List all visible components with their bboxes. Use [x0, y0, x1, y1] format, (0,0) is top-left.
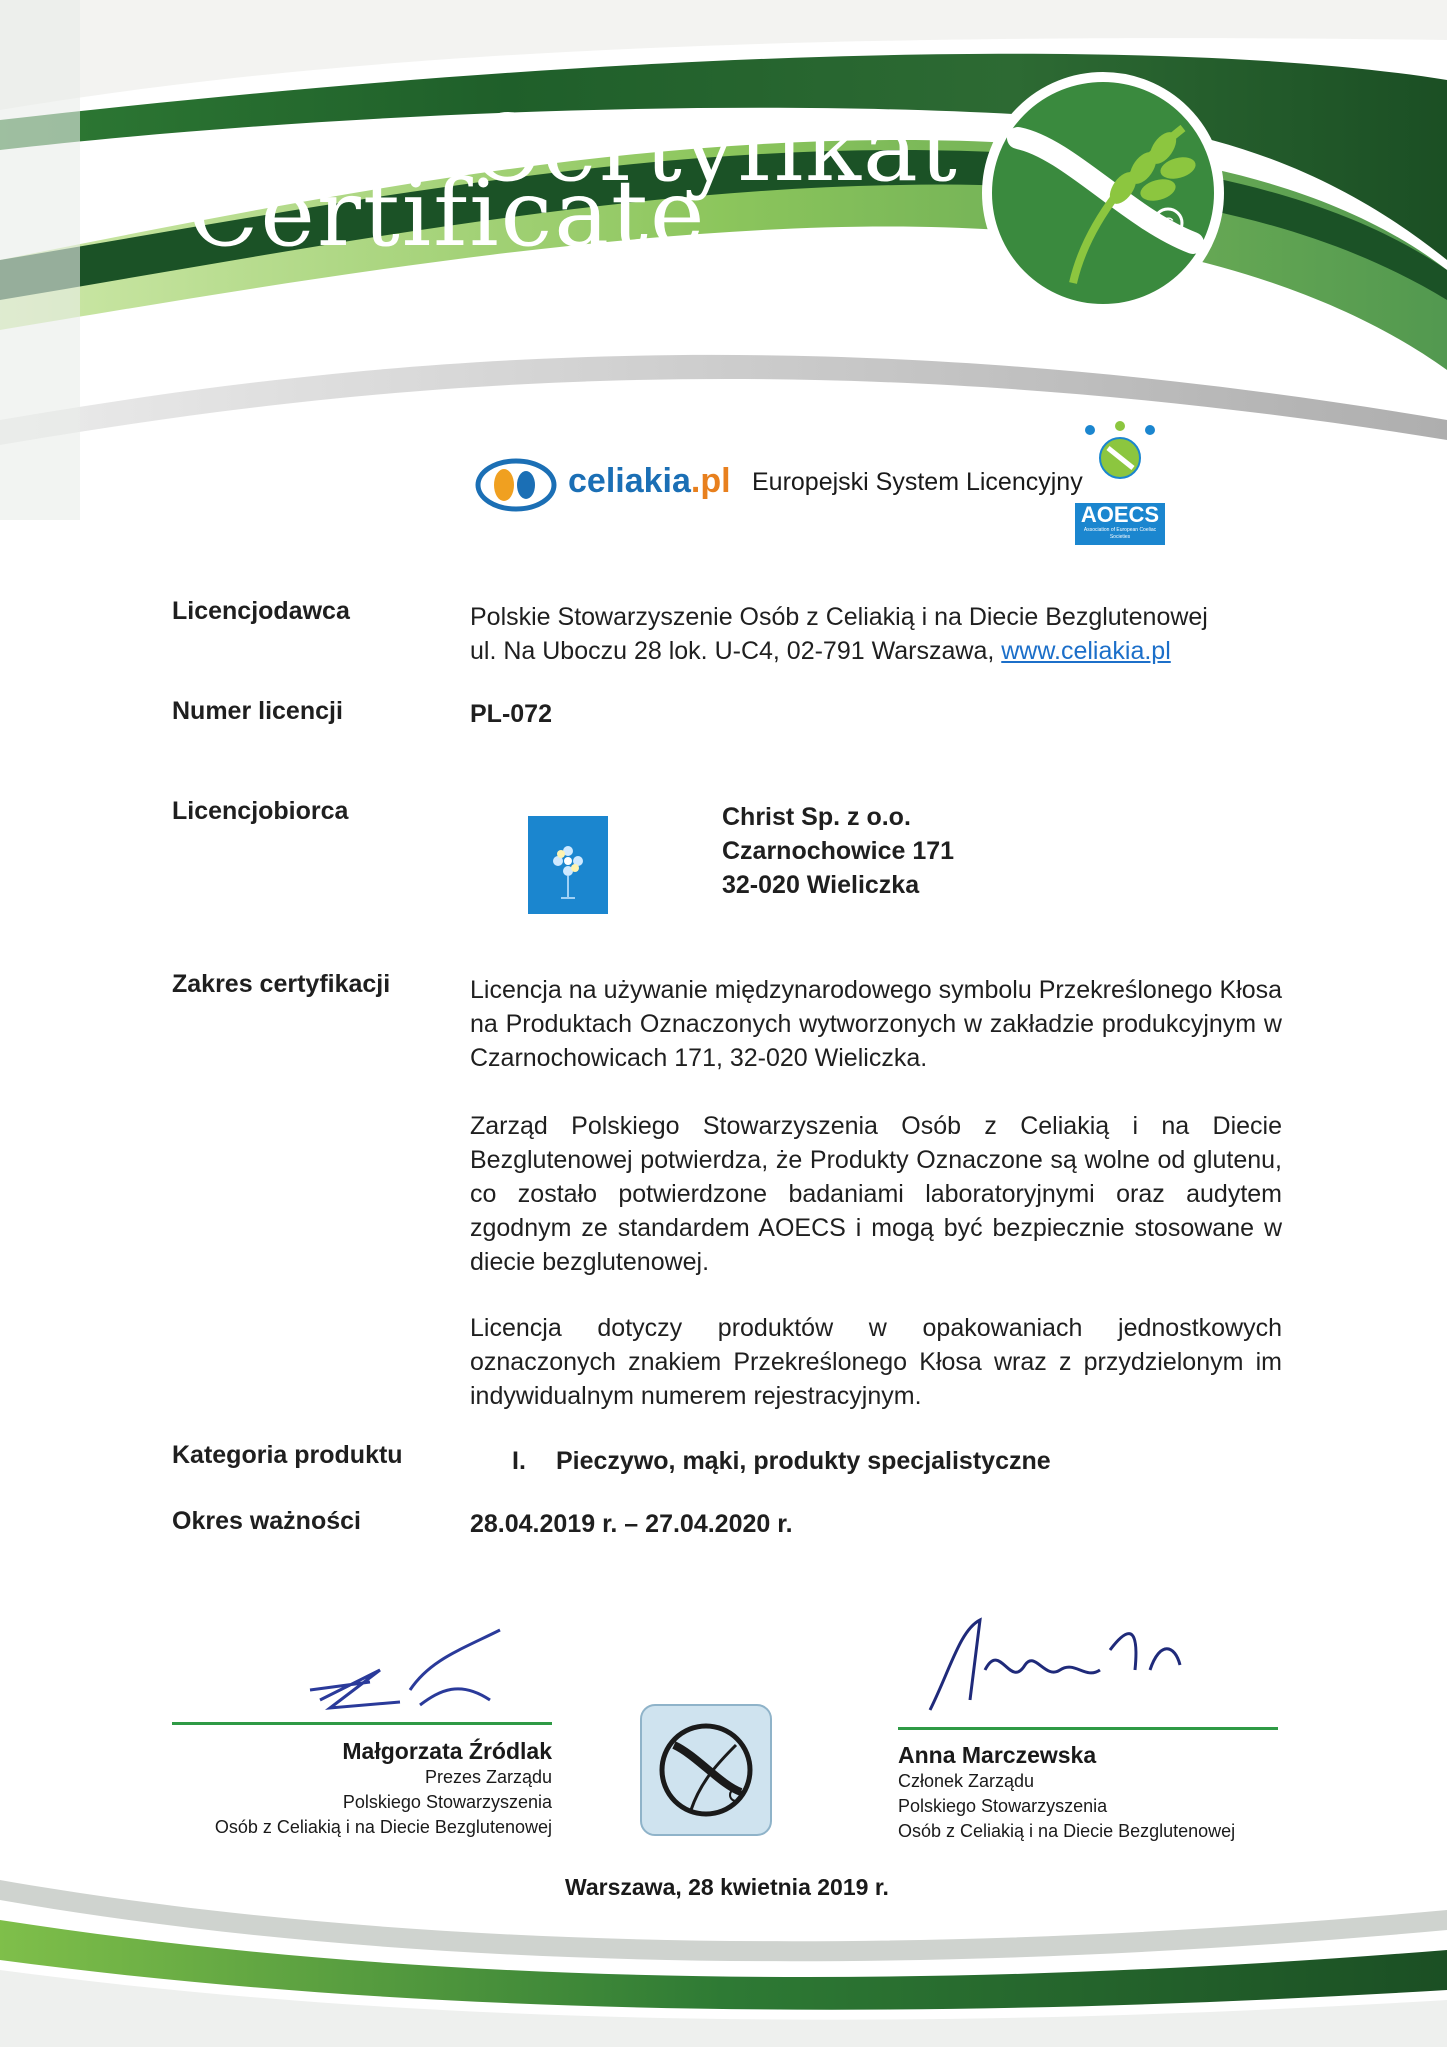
title-polish: Certyfikat: [470, 95, 959, 202]
license-number-label: Numer licencji: [172, 697, 343, 725]
right-signatory-org-2: Osób z Celiakią i na Diecie Bezglutenowej: [898, 1821, 1236, 1841]
right-signature-line: [898, 1727, 1278, 1730]
svg-text:C: C: [1161, 214, 1175, 233]
licensor-website-link[interactable]: www.celiakia.pl: [1001, 637, 1171, 665]
licensee-block: [722, 800, 954, 902]
celiakia-brand-text: celiakia: [568, 462, 691, 500]
scope-label: Zakres certyfikacji: [172, 970, 391, 998]
left-signature: [260, 1620, 540, 1720]
celiakia-brand: [568, 462, 731, 501]
licensee-label: Licencjobiorca: [172, 797, 349, 825]
right-signatory: [898, 1742, 1318, 1844]
licensee-address-1: Czarnochowice 171: [722, 837, 955, 865]
left-signatory-org-2: Osób z Celiakią i na Diecie Bezglutenowej: [214, 1817, 552, 1837]
aoecs-figures-icon: [1075, 420, 1165, 480]
licensee-address-2: 32-020 Wieliczka: [722, 871, 920, 899]
licensee-logo-icon: [528, 816, 608, 914]
licensee-name: Christ Sp. z o.o.: [722, 803, 911, 831]
validity-label: Okres ważności: [172, 1507, 361, 1535]
right-signatory-name: Anna Marczewska: [898, 1742, 1097, 1768]
right-signatory-org-1: Polskiego Stowarzyszenia: [898, 1796, 1108, 1816]
left-signatory: [172, 1738, 552, 1840]
title-english: Certificate: [188, 160, 707, 267]
licensor-address: ul. Na Uboczu 28 lok. U-C4, 02-791 Warszawa,: [470, 637, 1002, 665]
celiakia-logo-icon: [474, 455, 559, 515]
hologram-seal-icon: [636, 1700, 776, 1840]
validity-value: 28.04.2019 r. – 27.04.2020 r.: [470, 1510, 793, 1538]
licensor-line-1: Polskie Stowarzyszenie Osób z Celiakią i na Diecie Bezglutenowej: [470, 603, 1208, 631]
left-signature-line: [172, 1722, 552, 1725]
scope-paragraph-1: Licencja na używanie międzynarodowego symbolu Przekreślonego Kłosa na Produktach Oznaczonych wytworzonych w zakładzie produkcyjnym w Czarnochowicach 171, 32-020 Wieliczka.: [470, 976, 1282, 1072]
aoecs-badge: [1075, 503, 1165, 545]
licensor-value: [470, 600, 1290, 668]
aoecs-badge-subtitle: Association of European Coeliac Societies: [1083, 527, 1157, 540]
left-signatory-role: Prezes Zarządu: [424, 1767, 552, 1787]
category-label: Kategoria produktu: [172, 1441, 403, 1469]
scope-paragraph-3: Licencja dotyczy produktów w opakowaniach jednostkowych oznaczonych znakiem Przekreślonego Kłosa wraz z przydzielonym im indywidualnym numerem rejestracyjnym.: [470, 1314, 1282, 1410]
aoecs-badge-text: AOECS: [1080, 502, 1160, 527]
left-signatory-name: Małgorzata Źródlak: [342, 1738, 552, 1764]
left-signatory-org-1: Polskiego Stowarzyszenia: [342, 1792, 552, 1812]
category-value: Pieczywo, mąki, produkty specjalistyczne: [556, 1447, 1051, 1475]
place-and-date: Warszawa, 28 kwietnia 2019 r.: [565, 1874, 889, 1900]
scope-paragraph-2: Zarząd Polskiego Stowarzyszenia Osób z Celiakią i na Diecie Bezglutenowej potwierdza, że Produkty Oznaczone są wolne od glutenu, co zostało potwierdzone badaniami laboratoryjnymi oraz audytem zgodnym ze standardem AOECS i mogą być bezpiecznie stosowane w diecie bezglutenowej.: [470, 1112, 1282, 1276]
crossed-grain-icon: [978, 68, 1228, 318]
celiakia-brand-suffix: .pl: [690, 462, 731, 500]
category-number: I.: [512, 1447, 526, 1475]
right-signature: [910, 1610, 1190, 1720]
licensor-label: Licencjodawca: [172, 597, 350, 625]
license-number-value: PL-072: [470, 700, 552, 728]
system-name: Europejski System Licencyjny: [752, 468, 1083, 496]
footer-banner: [0, 1840, 1447, 2047]
right-signatory-role: Członek Zarządu: [898, 1771, 1035, 1791]
licensor-line-2: [470, 634, 1290, 668]
